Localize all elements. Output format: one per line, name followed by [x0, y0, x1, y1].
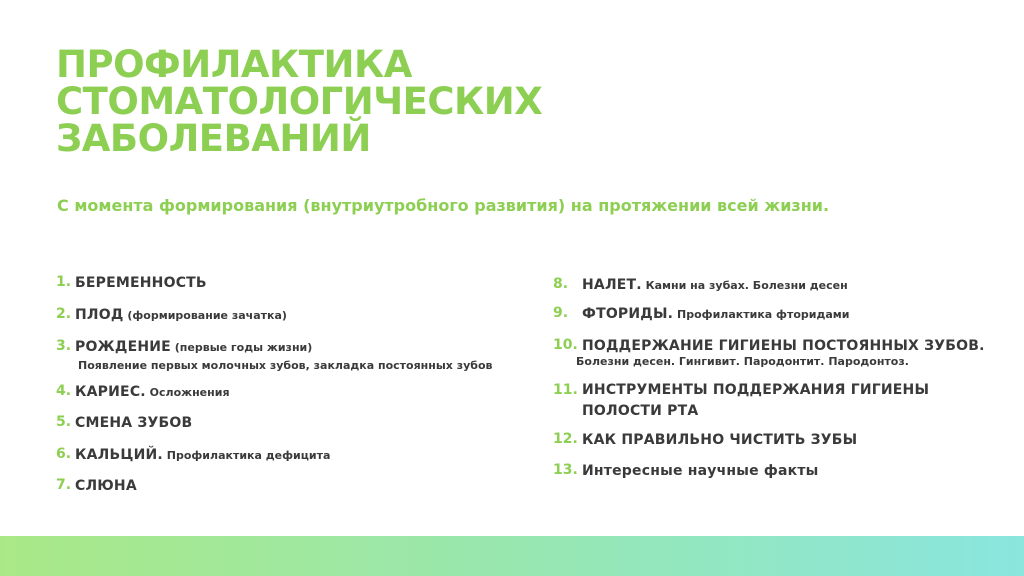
item-heading: ФТОРИДЫ. [582, 306, 674, 322]
item-heading: КАЛЬЦИЙ. [75, 447, 163, 463]
slide-subtitle: С момента формирования (внутриутробного развития) на протяжении всей жизни. [57, 196, 830, 215]
item-number: 7. [56, 477, 72, 493]
item-number: 1. [56, 274, 72, 290]
title-line-2: СТОМАТОЛОГИЧЕСКИХ [56, 80, 543, 123]
item-number: 6. [56, 446, 72, 462]
list-item [553, 460, 819, 481]
item-heading: СЛЮНА [75, 478, 137, 494]
list-item [56, 444, 330, 466]
list-item [553, 335, 985, 369]
item-number: 4. [56, 383, 72, 399]
item-number: 8. [553, 276, 569, 292]
item-subline: Болезни десен. Гингивит. Пародонтит. Пародонтоз. [576, 355, 909, 368]
item-subline: Появление первых молочных зубов, закладка постоянных зубов [78, 359, 493, 372]
title-line-3: ЗАБОЛЕВАНИЙ [56, 117, 371, 160]
item-heading: КАРИЕС. [75, 384, 146, 400]
list-item [553, 303, 850, 325]
list-item [56, 336, 493, 373]
footer-gradient-bar [0, 536, 1024, 576]
item-number: 9. [553, 305, 569, 321]
list-item [56, 412, 192, 433]
item-heading: БЕРЕМЕННОСТЬ [75, 275, 207, 291]
list-item [56, 381, 230, 403]
item-detail: (первые годы жизни) [170, 341, 313, 354]
list-item [553, 380, 929, 422]
item-number: 11. [553, 382, 578, 398]
item-detail: Профилактика дефицита [162, 449, 331, 462]
item-heading: Интересные научные факты [582, 463, 819, 479]
item-heading: ПЛОД [75, 307, 124, 323]
item-heading: НАЛЕТ. [582, 277, 642, 293]
item-detail: Камни на зубах. Болезни десен [641, 279, 848, 292]
list-item [56, 272, 207, 293]
item-number: 2. [56, 306, 72, 322]
item-number: 12. [553, 431, 578, 447]
item-detail: (формирование зачатка) [123, 309, 287, 322]
list-item [56, 304, 287, 326]
list-item [56, 475, 137, 496]
item-number: 10. [553, 337, 578, 353]
title-line-1: ПРОФИЛАКТИКА [56, 43, 412, 86]
item-heading: РОЖДЕНИЕ [75, 339, 171, 355]
item-number: 13. [553, 462, 578, 478]
item-heading-line-2: ПОЛОСТИ РТА [582, 403, 699, 419]
slide-title [56, 43, 576, 160]
item-detail: Профилактика фторидами [673, 308, 850, 321]
item-number: 3. [56, 338, 72, 354]
item-number: 5. [56, 414, 72, 430]
item-heading: ПОДДЕРЖАНИЕ ГИГИЕНЫ ПОСТОЯННЫХ ЗУБОВ. [582, 338, 985, 354]
item-heading: КАК ПРАВИЛЬНО ЧИСТИТЬ ЗУБЫ [582, 432, 858, 448]
list-item [553, 429, 857, 450]
item-detail: Осложнения [145, 386, 230, 399]
list-item [553, 274, 848, 296]
item-heading: ИНСТРУМЕНТЫ ПОДДЕРЖАНИЯ ГИГИЕНЫ [582, 382, 930, 398]
item-heading: СМЕНА ЗУБОВ [75, 415, 193, 431]
